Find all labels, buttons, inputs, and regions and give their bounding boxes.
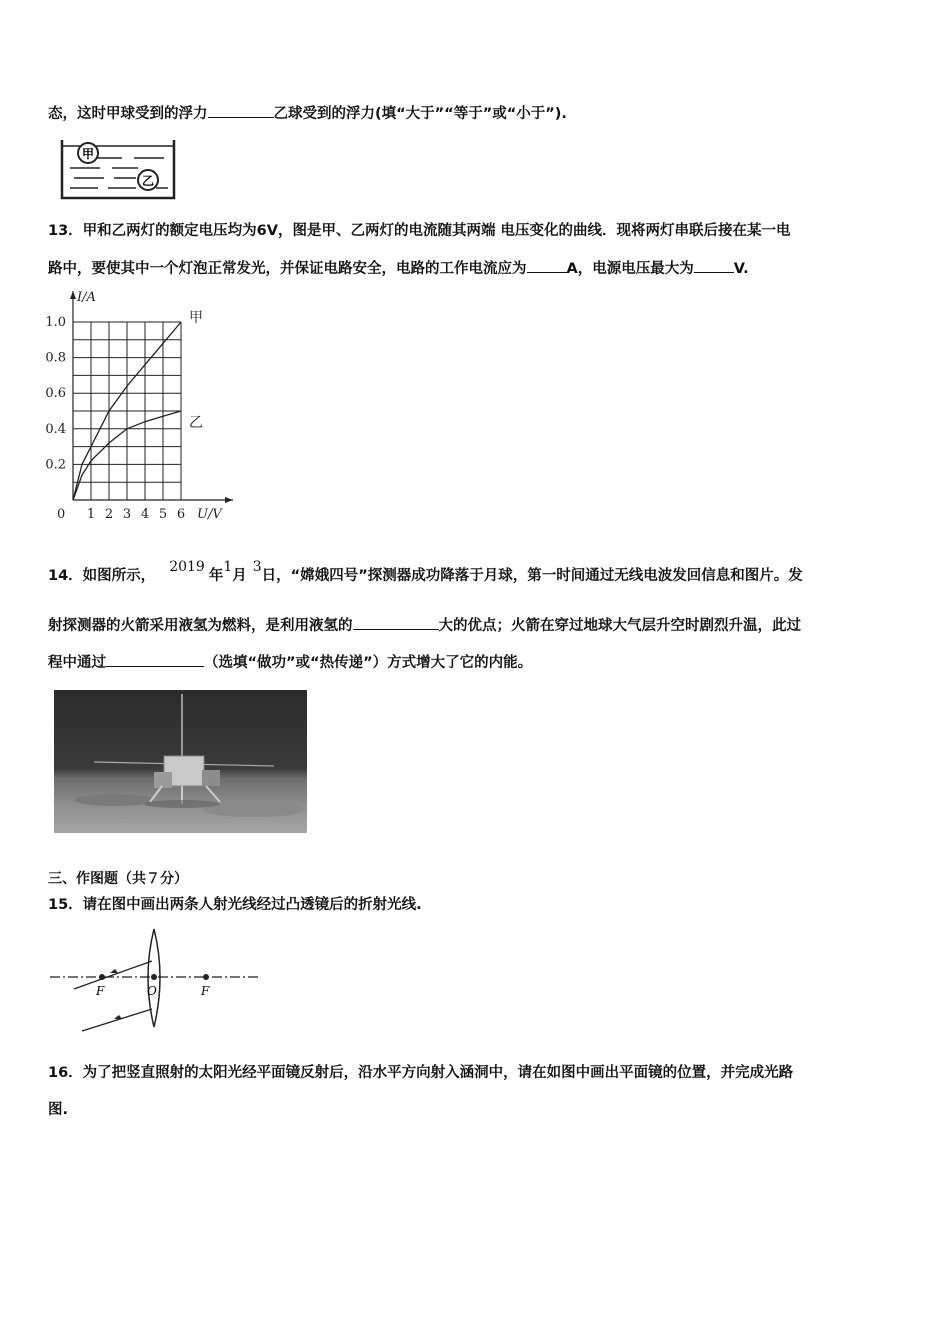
optical-center-label: O — [147, 984, 157, 998]
y-tick-label: 0.8 — [45, 350, 66, 366]
y-tick-label: 1.0 — [45, 315, 66, 330]
focus-left-label: F — [96, 984, 105, 998]
x-tick-label: 4 — [140, 507, 150, 522]
convex-lens-figure — [46, 925, 276, 1035]
ball-yi-label: 乙 — [141, 174, 155, 188]
q14-method-blank[interactable] — [106, 652, 204, 667]
q13-line1: 13．甲和乙两灯的额定电压均为6V，图是甲、乙两灯的电流随其两端 电压变化的曲线．现将两灯串联后接在某一电 — [48, 223, 791, 239]
q14-prefix: 14．如图所示， — [48, 568, 156, 584]
q14-line3 — [48, 652, 532, 673]
x-axis-label: U/V — [197, 507, 222, 522]
chart-labels — [45, 290, 223, 522]
y-axis-label: I/A — [77, 290, 96, 305]
y-tick-label: 0.2 — [45, 457, 66, 473]
q14-yue: 月 — [232, 568, 247, 584]
y-tick-label: 0.6 — [45, 386, 66, 402]
y-tick-label: 0.4 — [45, 421, 66, 437]
q14-line2 — [48, 615, 801, 636]
q13-line2-c: V. — [733, 261, 749, 277]
q14-year: 2019 — [169, 559, 205, 575]
q13-line2-b: A，电源电压最大为 — [566, 261, 694, 277]
q14-line1-rest: “嫦娥四号”探测器成功降落于月球，第一时间通过无线电波发回信息和图片。发 — [290, 568, 803, 584]
ball-jia-label: 甲 — [81, 147, 95, 161]
q15-text: 15．请在图中画出两条人射光线经过凸透镜后的折射光线. — [48, 897, 422, 913]
q12-answer-blank[interactable] — [208, 103, 274, 118]
q14-line3-b: （选填“做功”或“热传递”）方式增大了它的内能。 — [204, 655, 533, 671]
series-label-jia: 甲 — [189, 310, 203, 326]
focus-right-label: F — [201, 984, 210, 998]
q14-nian: 年 — [208, 568, 224, 584]
beaker-figure — [52, 132, 182, 204]
q12-part-a: 态，这时甲球受到的浮力 — [48, 106, 208, 122]
q14-day: 3 — [252, 559, 262, 575]
iv-chart — [35, 285, 235, 525]
q16-line2: 图. — [48, 1102, 69, 1118]
x-tick-label: 3 — [122, 507, 132, 522]
q13-line2 — [48, 258, 749, 279]
x-tick-label: 2 — [104, 507, 114, 522]
q14-property-blank[interactable] — [353, 615, 439, 630]
q14-ri: 日， — [261, 568, 291, 584]
x-tick-label: 5 — [158, 507, 168, 522]
q13-voltage-blank[interactable] — [694, 258, 734, 273]
q14-month: 1 — [223, 559, 233, 575]
q13-line2-a: 路中，要使其中一个灯泡正常发光，并保证电路安全，电路的工作电流应为 — [48, 261, 527, 277]
chart-grid — [70, 291, 233, 503]
q14-line2-b: 大的优点；火箭在穿过地球大气层升空时剧烈升温，此过 — [438, 618, 801, 634]
lander-photo — [54, 690, 307, 833]
section-3-title: 三、作图题（共７分） — [48, 871, 188, 887]
origin-label: 0 — [57, 507, 66, 522]
q14-line2-a: 射探测器的火箭采用液氢为燃料，是利用液氢的 — [48, 618, 353, 634]
x-tick-label: 6 — [176, 507, 186, 522]
q14-line1 — [48, 559, 803, 586]
x-tick-label: 1 — [86, 507, 96, 522]
q12-text — [48, 103, 567, 124]
y-axis-arrow — [70, 291, 76, 299]
x-axis-arrow — [225, 497, 233, 503]
q13-current-blank[interactable] — [527, 258, 567, 273]
q14-line3-a: 程中通过 — [48, 655, 106, 671]
q16-line1: 16．为了把竖直照射的太阳光经平面镜反射后，沿水平方向射入涵洞中，请在如图中画出平面镜的位置，并完成光路 — [48, 1065, 794, 1081]
q12-part-b: 乙球受到的浮力(填“大于”“等于”或“小于”). — [273, 106, 567, 122]
series-label-yi: 乙 — [189, 415, 203, 431]
